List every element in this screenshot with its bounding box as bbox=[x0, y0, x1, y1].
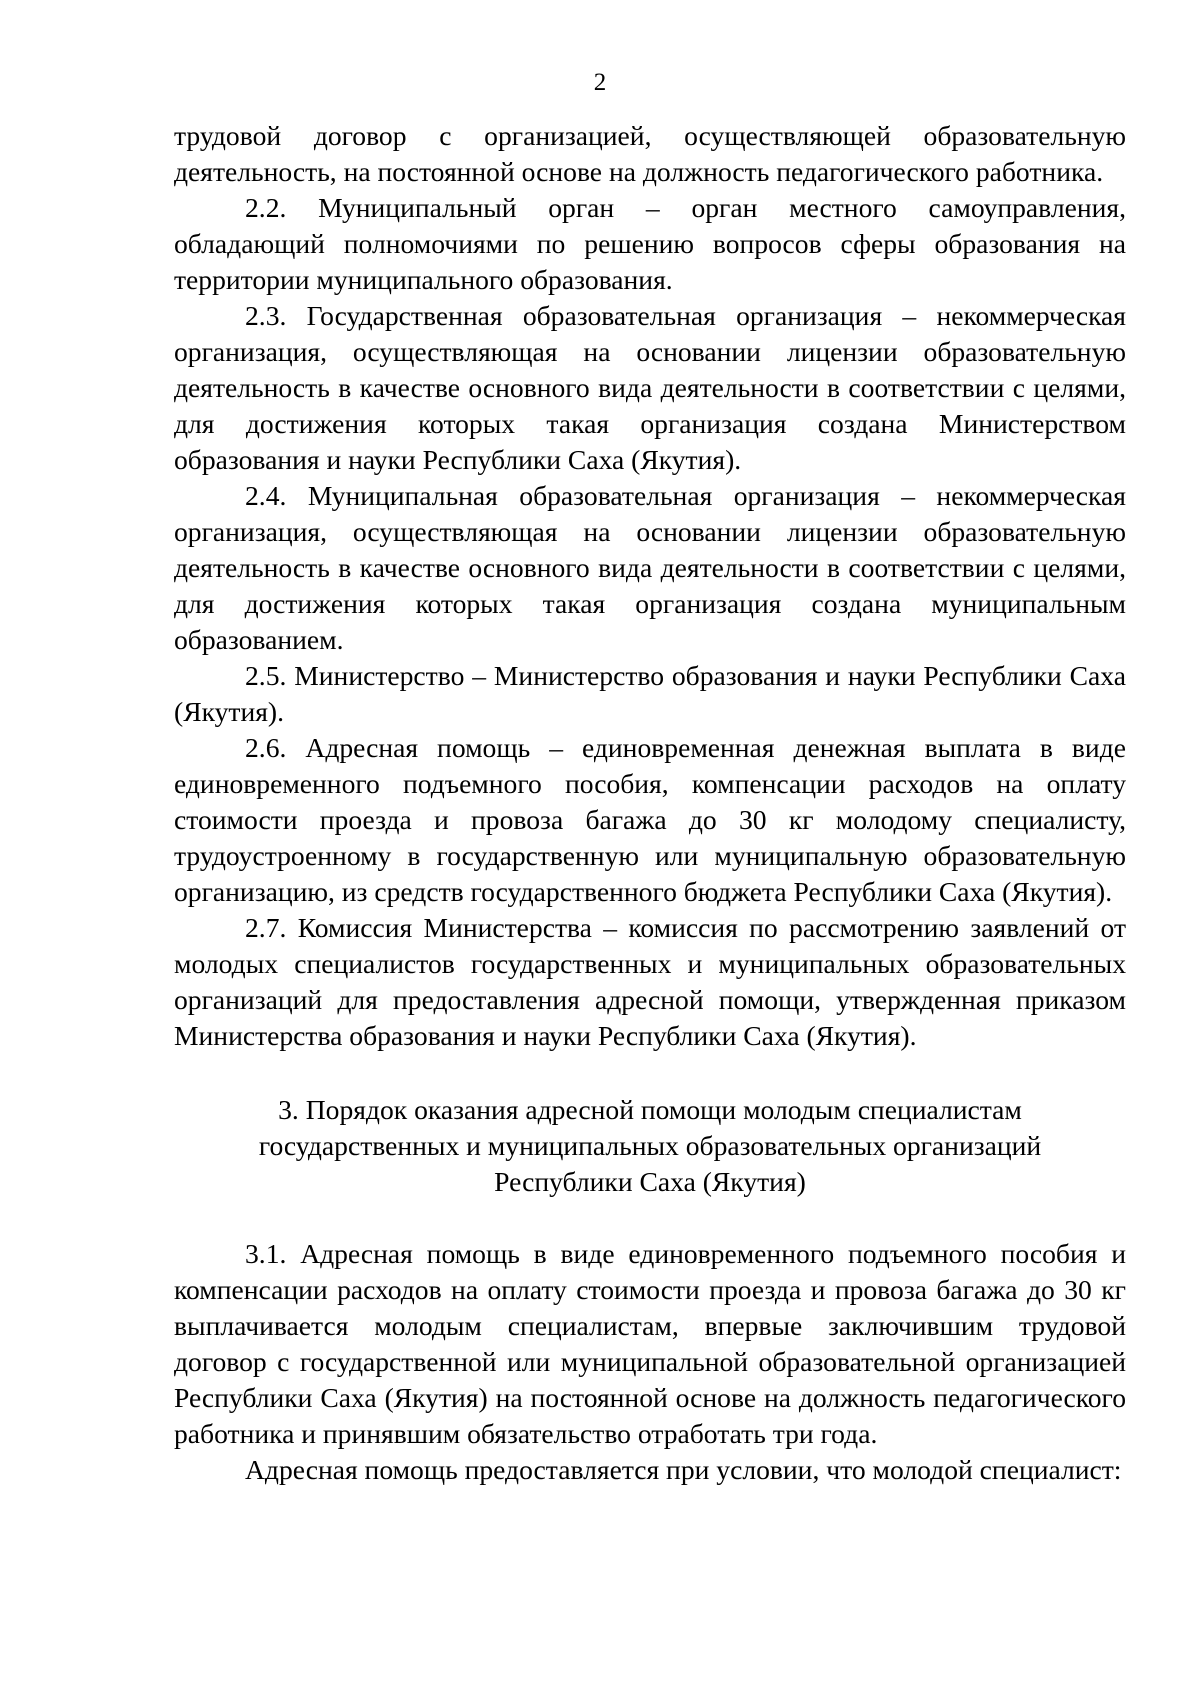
section-heading bbox=[174, 1092, 1126, 1200]
paragraph-2-4: 2.4. Муниципальная образовательная организация – некоммерческая организация, осуществляющая на основании лицензии образовательную деятельность в качестве основного вида деятельности в соответствии с целями, для достижения которых такая организация создана муниципальным образованием. bbox=[174, 480, 1126, 655]
document-body bbox=[174, 118, 1126, 1488]
paragraph-2-3: 2.3. Государственная образовательная организация – некоммерческая организация, осуществляющая на основании лицензии образовательную деятельность в качестве основного вида деятельности в соответствии с целями, для достижения которых такая организация создана Министерством образования и науки Республики Саха (Якутия). bbox=[174, 300, 1126, 475]
paragraph-2-5: 2.5. Министерство – Министерство образования и науки Республики Саха (Якутия). bbox=[174, 660, 1126, 727]
paragraph-2-2: 2.2. Муниципальный орган – орган местного самоуправления, обладающий полномочиями по решению вопросов сферы образования на территории муниципального образования. bbox=[174, 192, 1126, 295]
paragraph-continuation: трудовой договор с организацией, осуществляющей образовательную деятельность, на постоянной основе на должность педагогического работника. bbox=[174, 120, 1126, 187]
paragraph-condition: Адресная помощь предоставляется при условии, что молодой специалист: bbox=[245, 1454, 1122, 1485]
page-number: 2 bbox=[593, 69, 607, 96]
paragraph-2-7: 2.7. Комиссия Министерства – комиссия по рассмотрению заявлений от молодых специалистов государственных и муниципальных образовательных организаций для предоставления адресной помощи, утвержденная приказом Министерства образования и науки Республики Саха (Якутия). bbox=[174, 912, 1126, 1051]
section-heading-line: государственных и муниципальных образовательных организаций bbox=[258, 1130, 1042, 1161]
paragraph-2-6: 2.6. Адресная помощь – единовременная денежная выплата в виде единовременного подъемного пособия, компенсации расходов на оплату стоимости проезда и провоза багажа до 30 кг молодому специалисту, трудоустроенному в государственную или муниципальную образовательную организацию, из средств государственного бюджета Республики Саха (Якутия). bbox=[174, 732, 1126, 907]
paragraph-3-1: 3.1. Адресная помощь в виде единовременного подъемного пособия и компенсации расходов на оплату стоимости проезда и провоза багажа до 30 кг выплачивается молодым специалистам, впервые заключившим трудовой договор с государственной или муниципальной образовательной организацией Республики Саха (Якутия) на постоянной основе на должность педагогического работника и принявшим обязательство отработать три года. bbox=[174, 1238, 1126, 1449]
section-heading-line: Республики Саха (Якутия) bbox=[494, 1166, 806, 1197]
section-heading-line: 3. Порядок оказания адресной помощи молодым специалистам bbox=[278, 1094, 1022, 1125]
